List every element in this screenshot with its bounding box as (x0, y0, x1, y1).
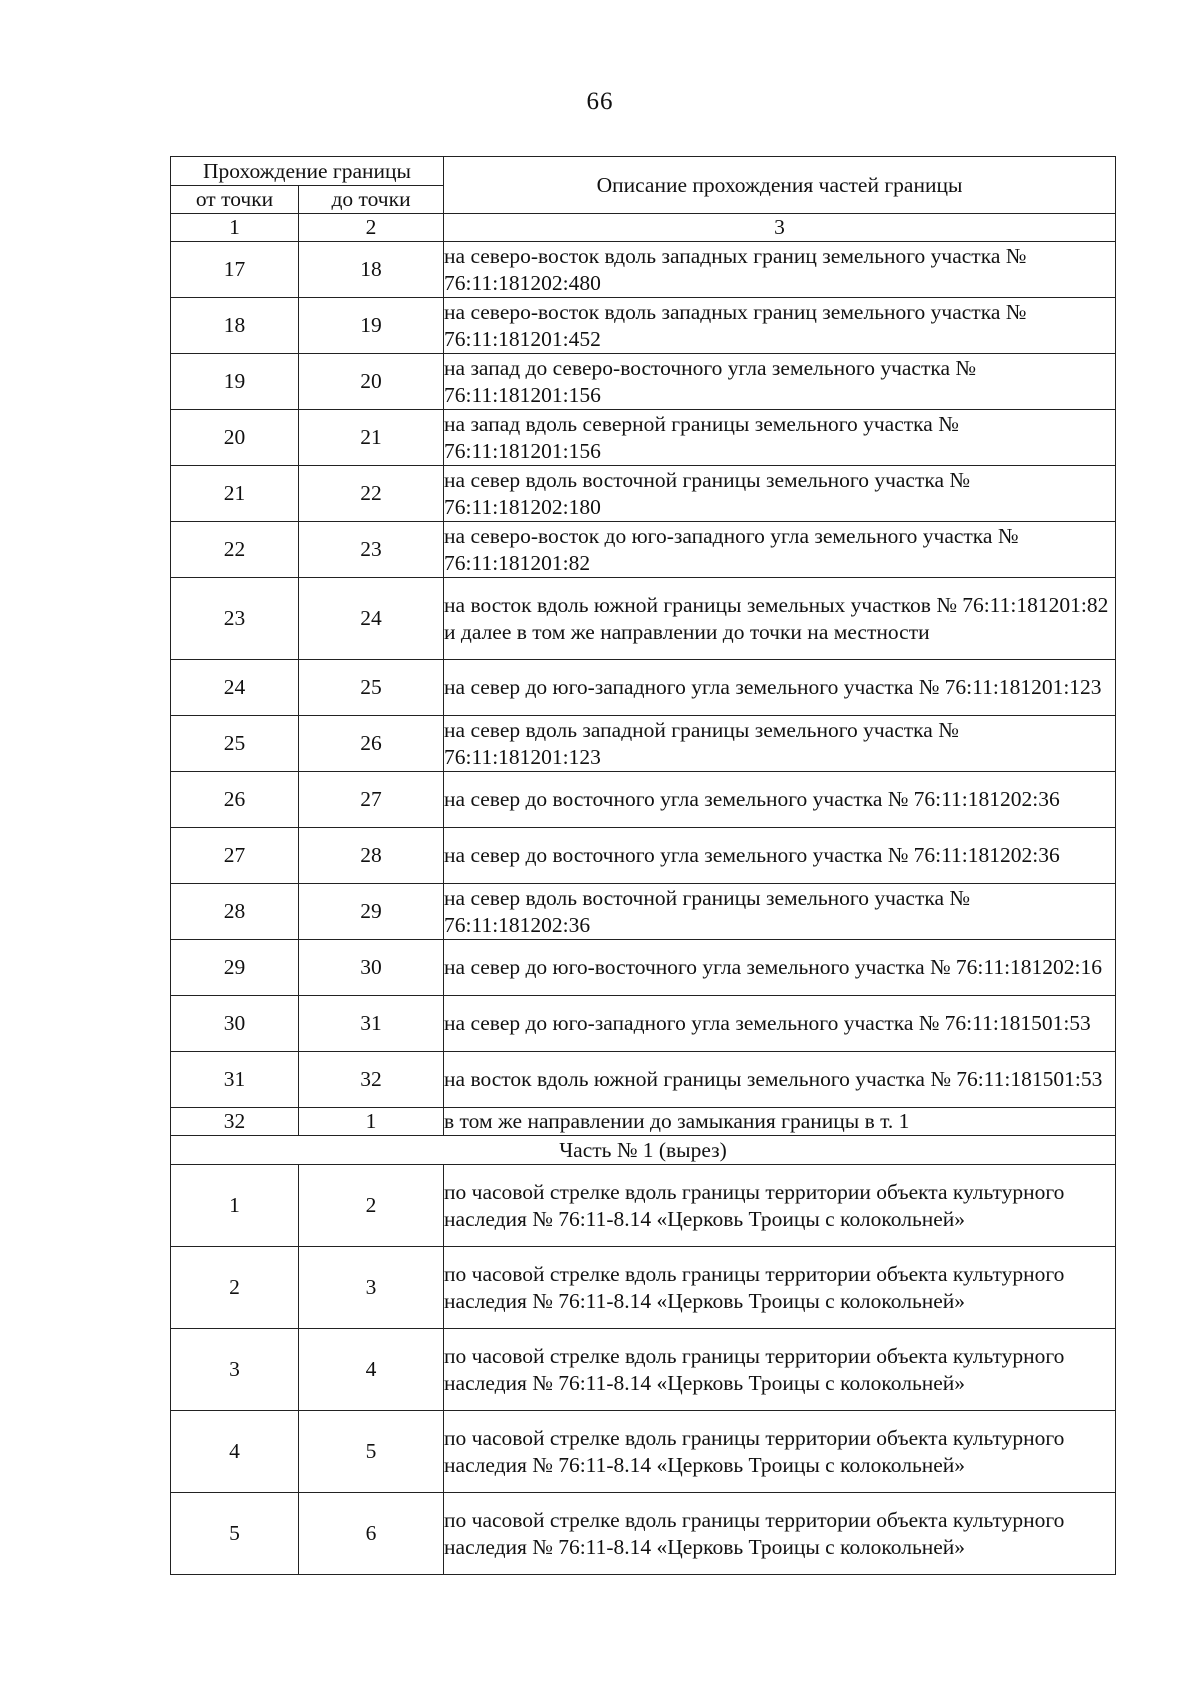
to-point: 6 (299, 1493, 444, 1575)
header-number-1: 1 (171, 214, 299, 242)
segment-description: на север вдоль восточной границы земельного участка № 76:11:181202:180 (444, 466, 1116, 522)
to-point: 21 (299, 410, 444, 466)
segment-description: по часовой стрелке вдоль границы территории объекта культурного наследия № 76:11-8.14 «Церковь Троицы с колокольней» (444, 1411, 1116, 1493)
segment-description: по часовой стрелке вдоль границы территории объекта культурного наследия № 76:11-8.14 «Церковь Троицы с колокольней» (444, 1165, 1116, 1247)
segment-description: на север до юго-восточного угла земельного участка № 76:11:181202:16 (444, 940, 1116, 996)
from-point: 18 (171, 298, 299, 354)
table-row (171, 1165, 1116, 1247)
to-point: 3 (299, 1247, 444, 1329)
to-point: 2 (299, 1165, 444, 1247)
from-point: 2 (171, 1247, 299, 1329)
from-point: 5 (171, 1493, 299, 1575)
table-row (171, 772, 1116, 828)
part-title-row (171, 1136, 1116, 1165)
segment-description: на север до юго-западного угла земельного участка № 76:11:181201:123 (444, 660, 1116, 716)
segment-description: на север до восточного угла земельного участка № 76:11:181202:36 (444, 828, 1116, 884)
segment-description: на запад до северо-восточного угла земельного участка № 76:11:181201:156 (444, 354, 1116, 410)
table-row (171, 298, 1116, 354)
from-point: 26 (171, 772, 299, 828)
segment-description: по часовой стрелке вдоль границы территории объекта культурного наследия № 76:11-8.14 «Церковь Троицы с колокольней» (444, 1247, 1116, 1329)
table-row (171, 716, 1116, 772)
to-point: 28 (299, 828, 444, 884)
from-point: 31 (171, 1052, 299, 1108)
from-point: 27 (171, 828, 299, 884)
from-point: 22 (171, 522, 299, 578)
segment-description: по часовой стрелке вдоль границы территории объекта культурного наследия № 76:11-8.14 «Церковь Троицы с колокольней» (444, 1329, 1116, 1411)
header-to-point: до точки (299, 186, 444, 214)
segment-description: на север до восточного угла земельного участка № 76:11:181202:36 (444, 772, 1116, 828)
to-point: 4 (299, 1329, 444, 1411)
from-point: 3 (171, 1329, 299, 1411)
from-point: 23 (171, 578, 299, 660)
to-point: 31 (299, 996, 444, 1052)
to-point: 22 (299, 466, 444, 522)
table-row (171, 354, 1116, 410)
segment-description: по часовой стрелке вдоль границы территории объекта культурного наследия № 76:11-8.14 «Церковь Троицы с колокольней» (444, 1493, 1116, 1575)
header-boundary-passage: Прохождение границы (171, 157, 444, 186)
table-row (171, 466, 1116, 522)
from-point: 32 (171, 1108, 299, 1136)
segment-description: на восток вдоль южной границы земельного участка № 76:11:181501:53 (444, 1052, 1116, 1108)
table-row (171, 578, 1116, 660)
table-row (171, 1108, 1116, 1136)
segment-description: на север вдоль восточной границы земельного участка № 76:11:181202:36 (444, 884, 1116, 940)
table-row (171, 242, 1116, 298)
to-point: 5 (299, 1411, 444, 1493)
to-point: 20 (299, 354, 444, 410)
header-row (171, 157, 1116, 186)
to-point: 24 (299, 578, 444, 660)
from-point: 24 (171, 660, 299, 716)
to-point: 32 (299, 1052, 444, 1108)
to-point: 27 (299, 772, 444, 828)
page-number: 66 (586, 88, 614, 115)
header-number-2: 2 (299, 214, 444, 242)
to-point: 19 (299, 298, 444, 354)
to-point: 30 (299, 940, 444, 996)
header-from-point: от точки (171, 186, 299, 214)
header-number-3: 3 (444, 214, 1116, 242)
table-row (171, 828, 1116, 884)
table-row (171, 660, 1116, 716)
segment-description: на север до юго-западного угла земельного участка № 76:11:181501:53 (444, 996, 1116, 1052)
from-point: 1 (171, 1165, 299, 1247)
to-point: 25 (299, 660, 444, 716)
from-point: 20 (171, 410, 299, 466)
segment-description: на северо-восток до юго-западного угла земельного участка № 76:11:181201:82 (444, 522, 1116, 578)
segment-description: на запад вдоль северной границы земельного участка № 76:11:181201:156 (444, 410, 1116, 466)
table-row (171, 410, 1116, 466)
table-row (171, 1247, 1116, 1329)
segment-description: на север вдоль западной границы земельного участка № 76:11:181201:123 (444, 716, 1116, 772)
table-row (171, 996, 1116, 1052)
header-description: Описание прохождения частей границы (444, 157, 1116, 214)
to-point: 23 (299, 522, 444, 578)
table-row (171, 884, 1116, 940)
part-title: Часть № 1 (вырез) (171, 1136, 1116, 1165)
from-point: 28 (171, 884, 299, 940)
from-point: 25 (171, 716, 299, 772)
to-point: 29 (299, 884, 444, 940)
segment-description: в том же направлении до замыкания границы в т. 1 (444, 1108, 1116, 1136)
to-point: 26 (299, 716, 444, 772)
segment-description: на северо-восток вдоль западных границ земельного участка № 76:11:181202:480 (444, 242, 1116, 298)
segment-description: на северо-восток вдоль западных границ земельного участка № 76:11:181201:452 (444, 298, 1116, 354)
segment-description: на восток вдоль южной границы земельных участков № 76:11:181201:82 и далее в том же направлении до точки на местности (444, 578, 1116, 660)
from-point: 30 (171, 996, 299, 1052)
table-row (171, 522, 1116, 578)
table-row (171, 1052, 1116, 1108)
table-row (171, 940, 1116, 996)
boundary-table (170, 156, 1116, 1575)
table-row (171, 1411, 1116, 1493)
to-point: 18 (299, 242, 444, 298)
table-row (171, 1329, 1116, 1411)
from-point: 21 (171, 466, 299, 522)
from-point: 29 (171, 940, 299, 996)
table-row (171, 1493, 1116, 1575)
from-point: 19 (171, 354, 299, 410)
from-point: 17 (171, 242, 299, 298)
header-number-row (171, 214, 1116, 242)
to-point: 1 (299, 1108, 444, 1136)
from-point: 4 (171, 1411, 299, 1493)
